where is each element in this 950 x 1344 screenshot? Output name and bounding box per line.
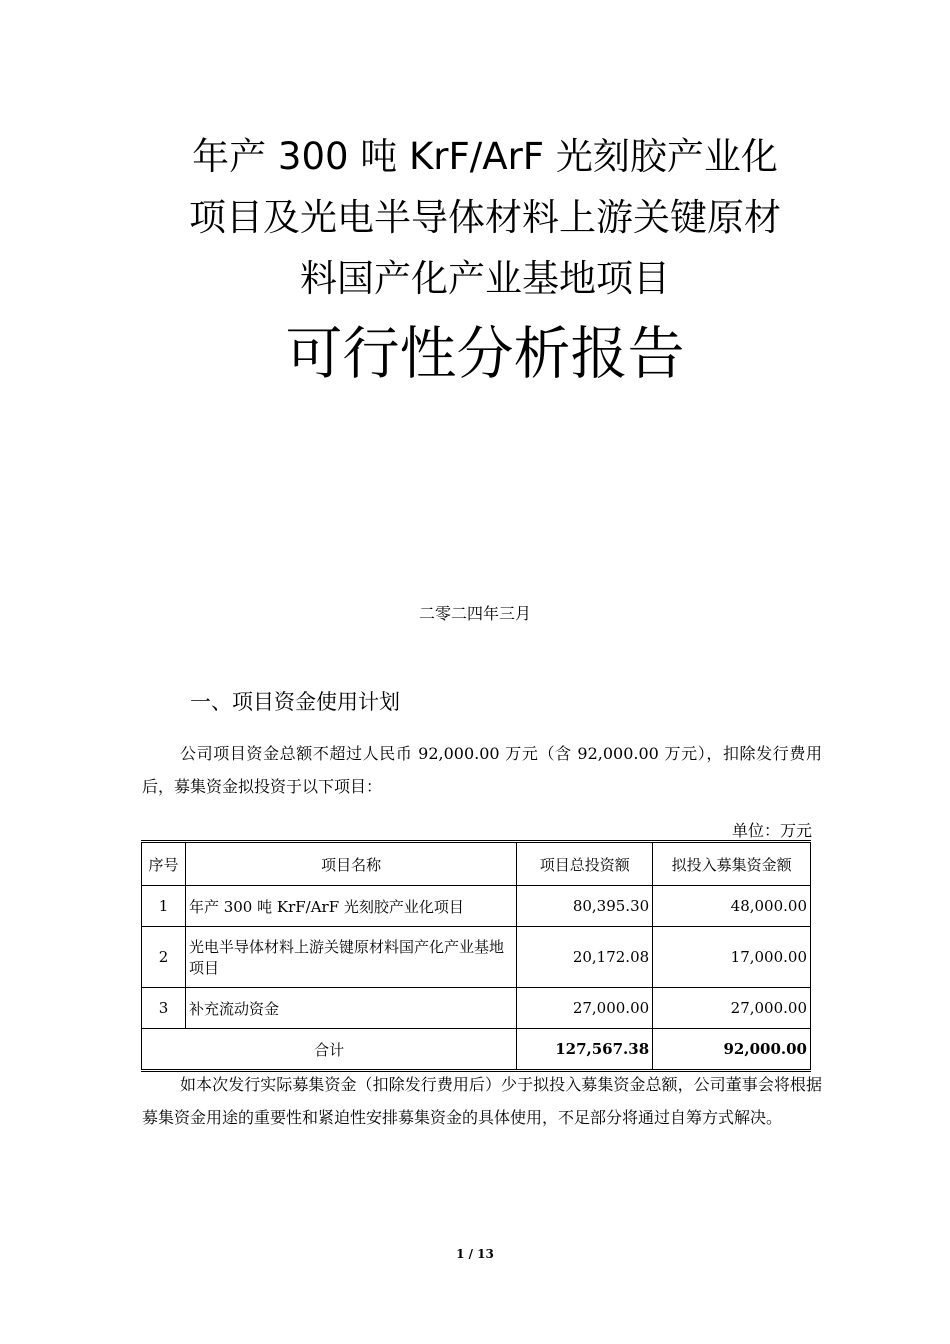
table-row bbox=[142, 988, 811, 1029]
report-date: 二零二四年三月 bbox=[418, 604, 531, 623]
cell-index: 3 bbox=[142, 988, 186, 1029]
header-index: 序号 bbox=[142, 842, 186, 886]
header-project-name: 项目名称 bbox=[185, 842, 516, 886]
table-total-row bbox=[142, 1029, 811, 1071]
cell-project-name: 年产 300 吨 KrF/ArF 光刻胶产业化项目 bbox=[185, 886, 516, 927]
cell-index: 2 bbox=[142, 927, 186, 988]
header-total-investment: 项目总投资额 bbox=[517, 842, 653, 886]
section-heading: 一、项目资金使用计划 bbox=[190, 690, 400, 714]
report-subtitle: 可行性分析报告 bbox=[285, 321, 685, 387]
cell-total-investment: 20,172.08 bbox=[517, 927, 653, 988]
funding-table bbox=[141, 840, 811, 1072]
cell-project-name: 补充流动资金 bbox=[185, 988, 516, 1029]
table-row bbox=[142, 886, 811, 927]
cell-total-investment: 80,395.30 bbox=[517, 886, 653, 927]
cell-raised-funds: 27,000.00 bbox=[653, 988, 811, 1029]
cell-total-investment: 27,000.00 bbox=[517, 988, 653, 1029]
title-line: 料国产化产业基地项目 bbox=[300, 257, 670, 300]
title-line: 项目及光电半导体材料上游关键原材 bbox=[189, 196, 781, 239]
report-title bbox=[140, 126, 830, 309]
header-raised-funds: 拟投入募集资金额 bbox=[653, 842, 811, 886]
closing-paragraph: 如本次发行实际募集资金（扣除发行费用后）少于拟投入募集资金总额，公司董事会将根据募集资金用途的重要性和紧迫性安排募集资金的具体使用，不足部分将通过自筹方式解决。 bbox=[142, 1075, 822, 1127]
table-row bbox=[142, 927, 811, 988]
total-investment: 127,567.38 bbox=[517, 1029, 653, 1071]
intro-paragraph: 公司项目资金总额不超过人民币 92,000.00 万元（含 92,000.00 万元），扣除发行费用后，募集资金拟投资于以下项目： bbox=[142, 744, 822, 796]
cell-index: 1 bbox=[142, 886, 186, 927]
total-raised-funds: 92,000.00 bbox=[653, 1029, 811, 1071]
total-label: 合计 bbox=[142, 1029, 517, 1071]
cell-raised-funds: 17,000.00 bbox=[653, 927, 811, 988]
page-number: 1 / 13 bbox=[456, 1247, 494, 1261]
table-header-row bbox=[142, 842, 811, 886]
cell-project-name: 光电半导体材料上游关键原材料国产化产业基地项目 bbox=[185, 927, 516, 988]
unit-label: 单位：万元 bbox=[731, 821, 812, 840]
cell-raised-funds: 48,000.00 bbox=[653, 886, 811, 927]
title-line: 年产 300 吨 KrF/ArF 光刻胶产业化 bbox=[192, 135, 778, 178]
